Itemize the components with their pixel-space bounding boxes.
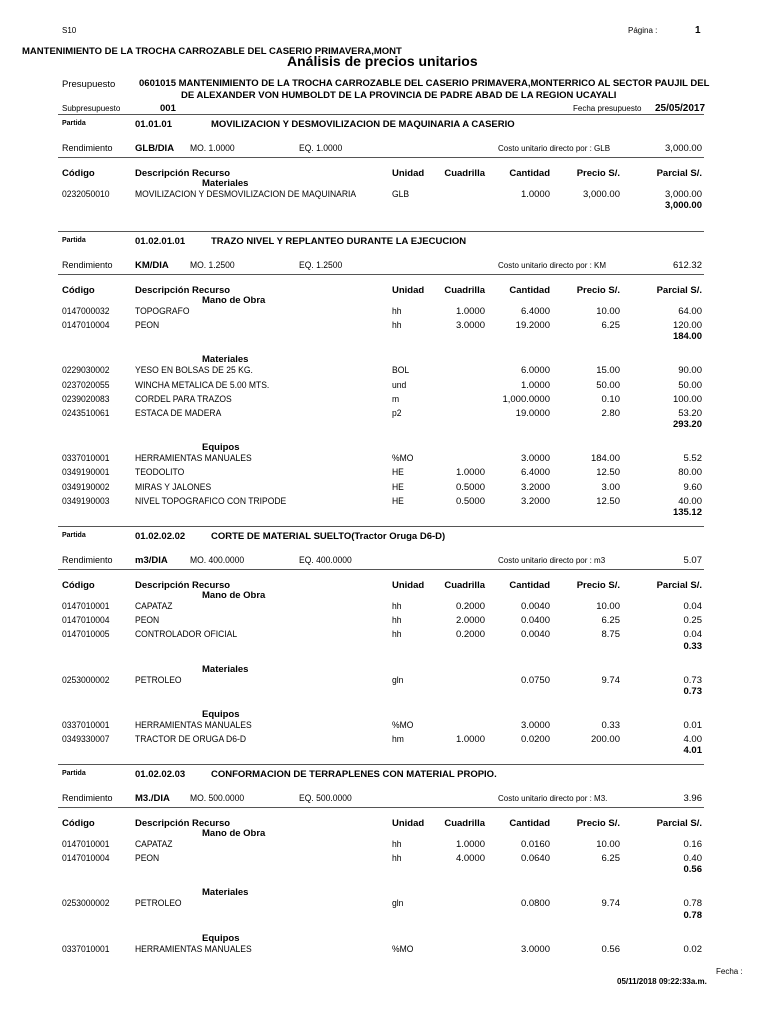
col-header-precio: Precio S/. [576,168,620,179]
row-parcial: 80.00 [678,467,702,479]
row-cuadrilla: 4.0000 [455,853,485,865]
row-code: 0229030002 [62,365,110,377]
partida-code: 01.02.01.01 [135,236,186,247]
costo-unitario-value: 5.07 [683,555,702,566]
row-parcial: 64.00 [678,306,702,317]
row-code: 0147010004 [62,853,110,865]
row-parcial: 0.78 [683,898,702,910]
row-cantidad: 1.0000 [520,379,550,391]
rendimiento-underline [58,807,704,808]
row-parcial: 4.00 [683,734,702,745]
presupuesto-line-1: 0601015 MANTENIMIENTO DE LA TROCHA CARROZABLE DEL CASERIO PRIMAVERA,MONTERRICO AL SECTOR PAUJIL DEL [139,78,710,89]
row-unit: HE [392,495,404,507]
costo-unitario-label: Costo unitario directo por : M3. [498,794,608,803]
row-unit: %MO [392,719,414,731]
row-cuadrilla: 2.0000 [455,615,485,627]
row-parcial: 0.40 [683,853,702,865]
partida-label: Partida [62,120,86,127]
row-unit: %MO [392,943,414,955]
row-code: 0239020083 [62,393,110,405]
row-parcial: 0.04 [683,601,702,612]
col-header-parcial: Parcial S/. [656,285,702,296]
row-description: TEODOLITO [135,467,185,479]
col-header-cantidad: Cantidad [509,818,550,829]
row-precio: 6.25 [601,615,620,627]
partida-label: Partida [62,237,86,244]
col-header-cuadrilla: Cuadrilla [444,580,485,591]
eq-value: EQ. 400.0000 [299,555,352,566]
row-precio: 15.00 [596,365,620,377]
row-parcial: 90.00 [678,365,702,377]
group-heading: Mano de Obra [202,295,266,306]
col-header-precio: Precio S/. [576,818,620,829]
rendimiento-underline [58,569,704,570]
group-heading: Materiales [202,354,249,366]
row-description: PEON [135,615,160,627]
row-parcial: 0.25 [683,615,702,627]
row-unit: hh [392,601,402,612]
group-heading: Mano de Obra [202,590,266,601]
rendimiento-unit: M3./DIA [135,793,170,804]
col-header-precio: Precio S/. [576,285,620,296]
row-code: 0232050010 [62,189,110,200]
row-precio: 10.00 [596,839,620,850]
row-code: 0337010001 [62,719,110,731]
footer-timestamp: 05/11/2018 09:22:33a.m. [617,977,707,986]
partida-separator [58,526,704,527]
row-unit: GLB [392,189,410,200]
row-code: 0147010004 [62,615,110,627]
row-cuadrilla: 1.0000 [455,734,485,745]
row-description: PEON [135,853,160,865]
row-cuadrilla: 0.2000 [455,629,485,641]
partida-title: MOVILIZACION Y DESMOVILIZACION DE MAQUINARIA A CASERIO [211,119,515,130]
row-parcial: 0.02 [683,943,702,955]
col-header-codigo: Código [62,168,95,179]
subpresupuesto-value: 001 [160,103,176,114]
group-subtotal: 4.01 [683,745,702,757]
row-precio: 3,000.00 [583,189,620,200]
presupuesto-line-2: DE ALEXANDER VON HUMBOLDT DE LA PROVINCIA DE PADRE ABAD DE LA REGION UCAYALI [181,90,617,101]
costo-unitario-value: 3.96 [683,793,702,804]
partida-title: CONFORMACION DE TERRAPLENES CON MATERIAL PROPIO. [211,769,497,780]
row-description: ESTACA DE MADERA [135,408,222,419]
group-subtotal: 0.33 [683,640,702,652]
rendimiento-underline [58,274,704,275]
group-subtotal: 0.73 [683,685,702,697]
row-code: 0349330007 [62,734,110,745]
col-header-descripcion: Descripción Recurso [135,818,231,829]
row-unit: gln [392,674,404,686]
col-header-parcial: Parcial S/. [656,168,702,179]
row-cuadrilla: 0.2000 [455,601,485,612]
row-code: 0337010001 [62,943,110,955]
eq-value: EQ. 1.0000 [299,143,343,154]
rendimiento-unit: GLB/DIA [135,143,175,154]
subpresupuesto-label: Subpresupuesto [62,104,121,113]
group-subtotal: 0.56 [683,864,702,876]
mo-value: MO. 400.0000 [190,555,245,566]
row-code: 0243510061 [62,408,110,419]
report-title: Análisis de precios unitarios [287,53,478,69]
row-description: YESO EN BOLSAS DE 25 KG. [135,365,253,377]
mo-value: MO. 1.2500 [190,260,235,271]
costo-unitario-label: Costo unitario directo por : GLB [498,144,611,153]
col-header-cuadrilla: Cuadrilla [444,285,485,296]
mo-value: MO. 1.0000 [190,143,235,154]
group-heading: Materiales [202,178,249,189]
row-precio: 0.56 [601,943,620,955]
row-precio: 12.50 [596,467,620,479]
costo-unitario-value: 612.32 [672,260,702,271]
row-precio: 0.10 [601,393,620,405]
row-code: 0147000032 [62,306,110,317]
row-cantidad: 3.0000 [520,719,550,731]
row-unit: hh [392,306,402,317]
mo-value: MO. 500.0000 [190,793,245,804]
row-description: TRACTOR DE ORUGA D6-D [135,734,247,745]
row-cantidad: 1.0000 [520,189,550,200]
group-subtotal: 0.78 [683,909,702,921]
costo-unitario-value: 3,000.00 [665,143,702,154]
row-cantidad: 6.4000 [520,467,550,479]
row-parcial: 0.01 [683,719,702,731]
rendimiento-label: Rendimiento [62,555,113,565]
row-code: 0349190001 [62,467,110,479]
col-header-descripcion: Descripción Recurso [135,285,231,296]
group-heading: Equipos [202,932,240,944]
row-parcial: 0.16 [683,839,702,850]
row-cuadrilla: 3.0000 [455,320,485,332]
col-header-codigo: Código [62,285,95,296]
row-cuadrilla: 1.0000 [455,306,485,317]
project-title: MANTENIMIENTO DE LA TROCHA CARROZABLE DEL CASERIO PRIMAVERA,MONT [22,46,402,57]
partida-title: CORTE DE MATERIAL SUELTO(Tractor Oruga D6-D) [211,531,446,542]
col-header-cuadrilla: Cuadrilla [444,168,485,179]
row-precio: 12.50 [596,495,620,507]
row-precio: 6.25 [601,320,620,332]
rendimiento-unit: KM/DIA [135,260,169,271]
col-header-descripcion: Descripción Recurso [135,168,231,179]
partida-label: Partida [62,532,86,539]
eq-value: EQ. 500.0000 [299,793,352,804]
row-cuadrilla: 0.5000 [455,481,485,493]
row-cuadrilla: 1.0000 [455,467,485,479]
row-cantidad: 0.0160 [520,839,550,850]
row-precio: 8.75 [601,629,620,641]
col-header-cantidad: Cantidad [509,168,550,179]
partida-code: 01.02.02.03 [135,769,186,780]
col-header-descripcion: Descripción Recurso [135,580,231,591]
row-precio: 10.00 [596,601,620,612]
row-description: HERRAMIENTAS MANUALES [135,719,252,731]
partida-label: Partida [62,770,86,777]
fecha-presupuesto-value: 25/05/2017 [655,103,706,114]
row-cantidad: 0.0400 [520,615,550,627]
row-code: 0147010001 [62,601,110,612]
row-unit: hm [392,734,404,745]
row-parcial: 40.00 [678,495,702,507]
partida-separator [58,114,704,115]
row-cantidad: 0.0200 [520,734,550,745]
row-cantidad: 3.2000 [520,495,550,507]
row-cantidad: 0.0040 [520,629,550,641]
row-description: HERRAMIENTAS MANUALES [135,943,252,955]
rendimiento-unit: m3/DIA [135,555,168,566]
col-header-cantidad: Cantidad [509,285,550,296]
row-parcial: 9.60 [683,481,702,493]
row-cantidad: 3.0000 [520,453,550,465]
row-description: CORDEL PARA TRAZOS [135,393,232,405]
col-header-codigo: Código [62,580,95,591]
row-unit: hh [392,839,402,850]
row-description: PEON [135,320,160,332]
group-heading: Materiales [202,887,249,899]
col-header-parcial: Parcial S/. [656,580,702,591]
footer-fecha-label: Fecha : [716,967,743,976]
rendimiento-label: Rendimiento [62,793,113,803]
group-subtotal: 184.00 [672,331,702,343]
row-description: MOVILIZACION Y DESMOVILIZACION DE MAQUINARIA [135,189,357,200]
col-header-unidad: Unidad [392,818,425,829]
row-code: 0147010005 [62,629,110,641]
partida-separator [58,764,704,765]
row-description: PETROLEO [135,674,182,686]
row-unit: BOL [392,365,410,377]
row-cantidad: 19.0000 [515,408,550,419]
group-heading: Equipos [202,442,240,454]
col-header-cuadrilla: Cuadrilla [444,818,485,829]
row-parcial: 5.52 [683,453,702,465]
partida-code: 01.02.02.02 [135,531,186,542]
row-precio: 2.80 [601,408,620,419]
row-description: CONTROLADOR OFICIAL [135,629,238,641]
row-cantidad: 6.4000 [520,306,550,317]
row-precio: 10.00 [596,306,620,317]
row-unit: m [392,393,400,405]
row-unit: hh [392,853,402,865]
col-header-codigo: Código [62,818,95,829]
row-precio: 184.00 [590,453,620,465]
group-heading: Equipos [202,708,240,720]
partida-separator [58,231,704,232]
row-description: CAPATAZ [135,601,173,612]
rendimiento-label: Rendimiento [62,143,113,153]
partida-title: TRAZO NIVEL Y REPLANTEO DURANTE LA EJECUCION [211,236,467,247]
row-cantidad: 1,000.0000 [502,393,550,405]
row-cantidad: 3.2000 [520,481,550,493]
row-unit: hh [392,320,402,332]
row-description: WINCHA METALICA DE 5.00 MTS. [135,379,270,391]
row-cuadrilla: 1.0000 [455,839,485,850]
col-header-parcial: Parcial S/. [656,818,702,829]
row-unit: gln [392,898,404,910]
fecha-presupuesto-label: Fecha presupuesto [573,104,642,113]
group-heading: Materiales [202,663,249,675]
row-cantidad: 6.0000 [520,365,550,377]
row-code: 0349190002 [62,481,110,493]
row-cantidad: 3.0000 [520,943,550,955]
row-description: TOPOGRAFO [135,306,190,317]
row-parcial: 100.00 [672,393,702,405]
row-code: 0147010001 [62,839,110,850]
row-unit: p2 [392,408,402,419]
row-code: 0237020055 [62,379,110,391]
row-cantidad: 0.0640 [520,853,550,865]
row-code: 0253000002 [62,898,110,910]
row-parcial: 53.20 [678,408,702,419]
col-header-unidad: Unidad [392,580,425,591]
row-code: 0147010004 [62,320,110,332]
software-tag: S10 [62,26,77,35]
row-precio: 6.25 [601,853,620,865]
row-cantidad: 0.0800 [520,898,550,910]
row-unit: und [392,379,407,391]
row-unit: hh [392,615,402,627]
row-parcial: 0.04 [683,629,702,641]
row-description: MIRAS Y JALONES [135,481,212,493]
row-code: 0253000002 [62,674,110,686]
row-description: CAPATAZ [135,839,173,850]
row-parcial: 0.73 [683,674,702,686]
row-description: PETROLEO [135,898,182,910]
row-unit: HE [392,467,404,479]
row-unit: HE [392,481,404,493]
row-cuadrilla: 0.5000 [455,495,485,507]
row-description: NIVEL TOPOGRAFICO CON TRIPODE [135,495,287,507]
group-subtotal: 293.20 [672,419,702,431]
row-cantidad: 19.2000 [515,320,550,332]
rendimiento-underline [58,157,704,158]
group-subtotal: 135.12 [672,507,702,518]
col-header-unidad: Unidad [392,168,425,179]
row-precio: 9.74 [601,674,620,686]
row-unit: hh [392,629,402,641]
row-code: 0337010001 [62,453,110,465]
row-precio: 50.00 [596,379,620,391]
col-header-precio: Precio S/. [576,580,620,591]
group-heading: Mano de Obra [202,828,266,839]
row-cantidad: 0.0750 [520,674,550,686]
row-parcial: 50.00 [678,379,702,391]
row-unit: %MO [392,453,414,465]
row-precio: 3.00 [601,481,620,493]
presupuesto-label: Presupuesto [62,79,116,90]
row-precio: 9.74 [601,898,620,910]
page-label: Página : [628,26,658,35]
eq-value: EQ. 1.2500 [299,260,343,271]
col-header-unidad: Unidad [392,285,425,296]
row-precio: 0.33 [601,719,620,731]
row-parcial: 3,000.00 [665,189,702,200]
row-code: 0349190003 [62,495,110,507]
row-precio: 200.00 [590,734,620,745]
rendimiento-label: Rendimiento [62,260,113,270]
page-number: 1 [695,25,701,36]
partida-code: 01.01.01 [135,119,172,130]
col-header-cantidad: Cantidad [509,580,550,591]
costo-unitario-label: Costo unitario directo por : m3 [498,556,606,565]
row-cantidad: 0.0040 [520,601,550,612]
row-parcial: 120.00 [672,320,702,332]
group-subtotal: 3,000.00 [665,200,702,212]
row-description: HERRAMIENTAS MANUALES [135,453,252,465]
costo-unitario-label: Costo unitario directo por : KM [498,261,607,270]
